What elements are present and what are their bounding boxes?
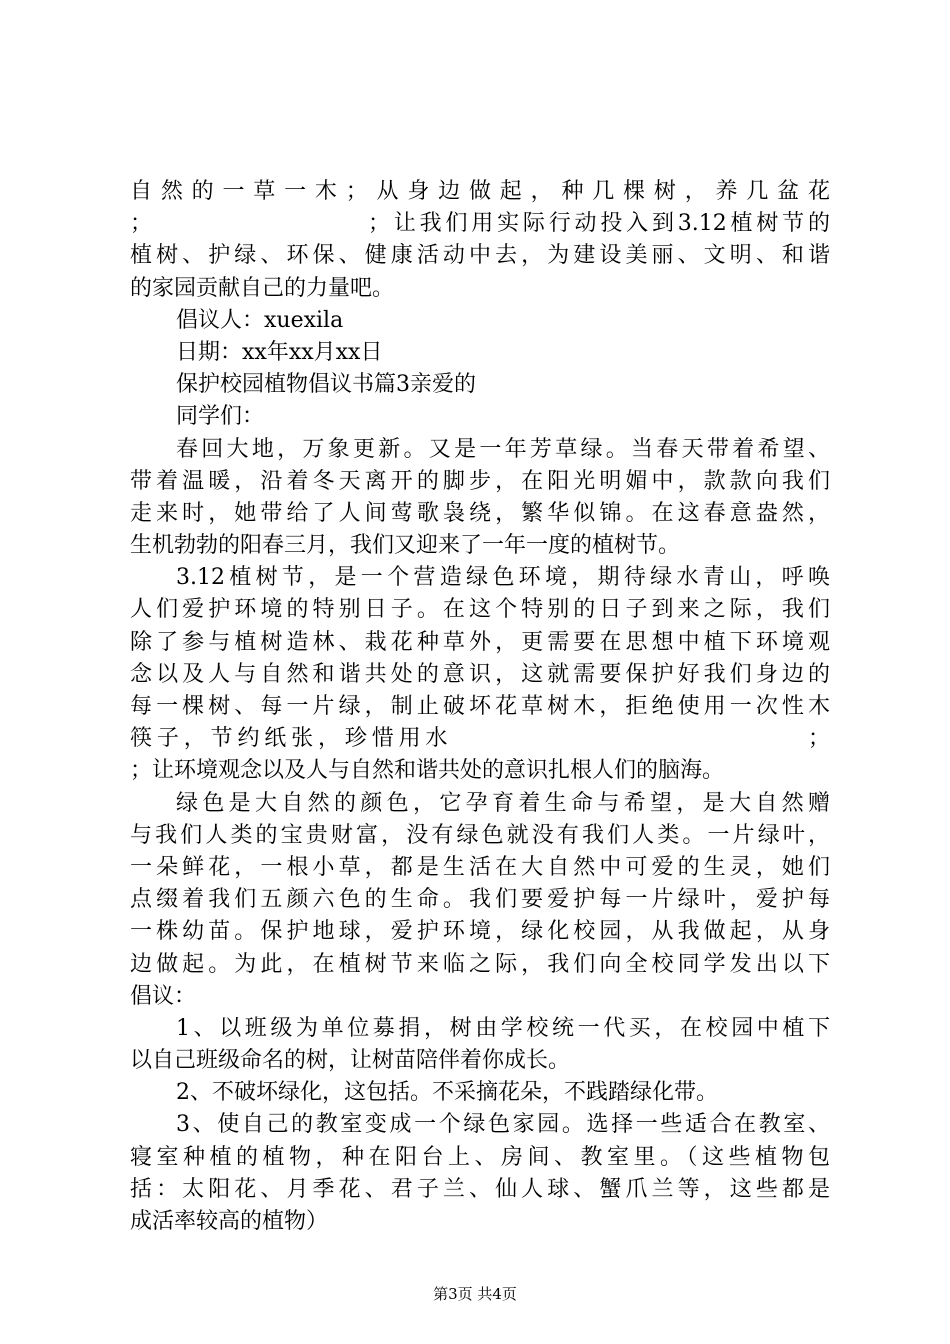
text-line: 2、不破坏绿化，这包括。不采摘花朵，不践踏绿化带。 xyxy=(176,1080,718,1106)
text-line: 一株幼苗。保护地球，爱护环境，绿化校园，从我做起，从身 xyxy=(130,919,830,945)
text-line: 寝室种植的植物，种在阳台上、房间、教室里。（这些植物包 xyxy=(130,1144,830,1170)
text-line: 一朵鲜花，一根小草，都是生活在大自然中可爱的生灵，她们 xyxy=(130,854,830,880)
text-line: 自然的一草一木；从身边做起，种几棵树，养几盆花 xyxy=(130,179,830,204)
text-line: 绿色是大自然的颜色，它孕育着生命与希望，是大自然赠 xyxy=(176,790,830,816)
text-line: 1、以班级为单位募捐，树由学校统一代买，在校园中植下 xyxy=(176,1015,830,1041)
text-line: 点缀着我们五颜六色的生命。我们要爱护每一片绿叶，爱护每 xyxy=(130,887,830,913)
text-line: ；让环境观念以及人与自然和谐共处的意识扎根人们的脑海。 xyxy=(130,758,725,784)
text-line: 带着温暖，沿着冬天离开的脚步，在阳光明媚中，款款向我们 xyxy=(130,468,830,494)
text-line: 保护校园植物倡议书篇3亲爱的 xyxy=(176,372,476,398)
text-line: 生机勃勃的阳春三月，我们又迎来了一年一度的植树节。 xyxy=(130,533,681,559)
text-line: 念以及人与自然和谐共处的意识，这就需要保护好我们身边的 xyxy=(130,661,830,687)
text-line: 人们爱护环境的特别日子。在这个特别的日子到来之际，我们 xyxy=(130,597,830,623)
text-line: 筷子，节约纸张，珍惜用水 ； xyxy=(130,726,830,752)
text-line: 除了参与植树造林、栽花种草外，更需要在思想中植下环境观 xyxy=(130,629,830,655)
text-line: 边做起。为此，在植树节来临之际，我们向全校同学发出以下 xyxy=(130,951,830,977)
page-footer: 第3页 共4页 xyxy=(433,1285,517,1303)
text-line: 春回大地，万象更新。又是一年芳草绿。当春天带着希望、 xyxy=(176,436,830,462)
text-line: 3.12植树节，是一个营造绿色环境，期待绿水青山，呼唤 xyxy=(176,565,830,591)
document-body xyxy=(130,176,830,1238)
text-line: 与我们人类的宝贵财富，没有绿色就没有我们人类。一片绿叶， xyxy=(130,822,830,848)
text-line: 括：太阳花、月季花、君子兰、仙人球、蟹爪兰等，这些都是 xyxy=(130,1176,830,1202)
text-line: 倡议人：xuexila xyxy=(176,307,344,333)
text-line: 走来时，她带给了人间莺歌袅绕，繁华似锦。在这春意盎然， xyxy=(130,500,830,526)
text-line: 日期：xx年xx月xx日 xyxy=(176,339,383,365)
text-line: ； ；让我们用实际行动投入到3.12植树节的 xyxy=(130,211,830,237)
text-line: 倡议： xyxy=(130,983,197,1009)
text-line: 3、使自己的教室变成一个绿色家园。选择一些适合在教室、 xyxy=(176,1112,830,1138)
text-line: 以自己班级命名的树，让树苗陪伴着你成长。 xyxy=(130,1048,571,1074)
text-line: 成活率较高的植物） xyxy=(130,1209,329,1234)
text-line: 的家园贡献自己的力量吧。 xyxy=(130,275,395,301)
text-line: 同学们： xyxy=(176,404,265,430)
text-line: 每一棵树、每一片绿，制止破坏花草树木，拒绝使用一次性木 xyxy=(130,694,830,719)
text-line: 植树、护绿、环保、健康活动中去，为建设美丽、文明、和谐 xyxy=(130,243,830,269)
